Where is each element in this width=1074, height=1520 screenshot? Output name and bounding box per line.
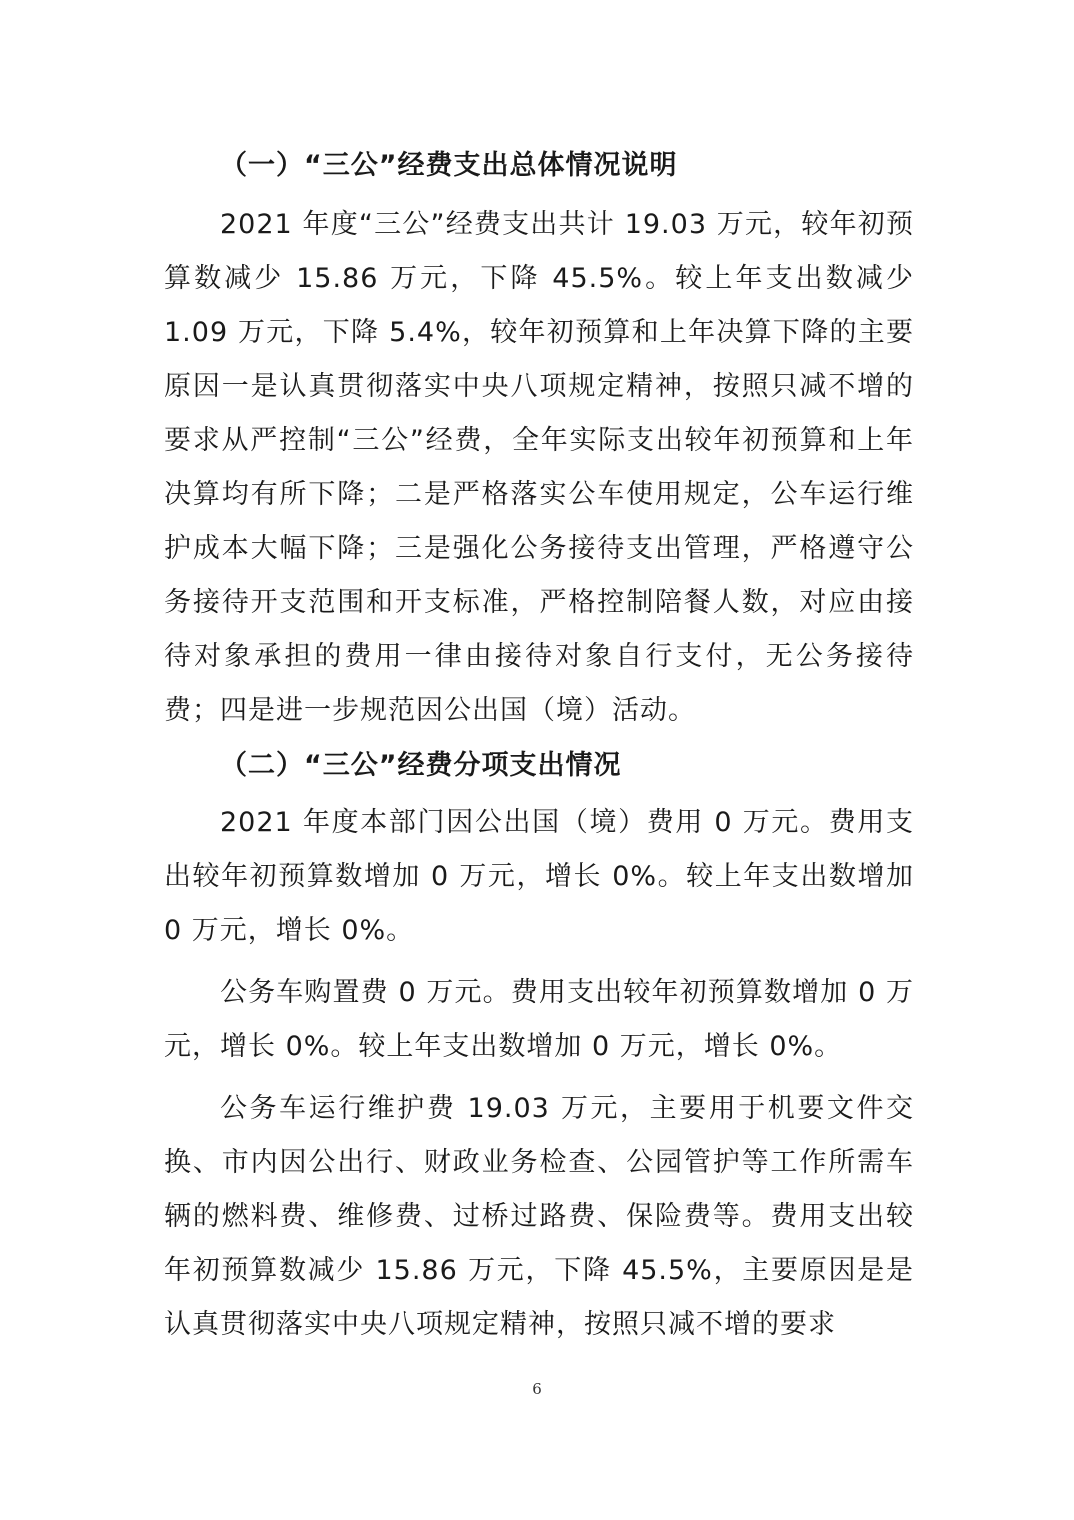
paragraph-vehicle-operation: 公务车运行维护费 19.03 万元，主要用于机要文件交换、市内因公出行、财政业务检查、公园管护等工作所需车辆的燃料费、维修费、过桥过路费、保险费等。费用支出较年初预算数减少 15.86 万元，下降 45.5%，主要原因是是认真贯彻落实中央八项规定精神，按照只减不增的要求: [164, 1093, 914, 1340]
page-number: 6: [532, 1380, 542, 1398]
paragraph-overseas-travel: 2021 年度本部门因公出国（境）费用 0 万元。费用支出较年初预算数增加 0 万元，增长 0%。较上年支出数增加 0 万元，增长 0%。: [164, 807, 914, 946]
paragraph-vehicle-purchase: 公务车购置费 0 万元。费用支出较年初预算数增加 0 万元，增长 0%。较上年支出数增加 0 万元，增长 0%。: [164, 977, 914, 1062]
paragraph-overall: 2021 年度“三公”经费支出共计 19.03 万元，较年初预算数减少 15.86 万元，下降 45.5%。较上年支出数减少 1.09 万元，下降 5.4%，较年初预算和上年决算下降的主要原因一是认真贯彻落实中央八项规定精神，按照只减不增的要求从严控制“三公”经费，全年实际支出较年初预算和上年决算均有所下降；二是严格落实公车使用规定，公车运行维护成本大幅下降；三是强化公务接待支出管理，严格遵守公务接待开支范围和开支标准，严格控制陪餐人数，对应由接待对象承担的费用一律由接待对象自行支付，无公务接待费；四是进一步规范因公出国（境）活动。: [164, 209, 914, 726]
document-body: [164, 140, 914, 1352]
section-heading-itemized: （二）“三公”经费分项支出情况: [220, 750, 622, 781]
section-heading-overall: （一）“三公”经费支出总体情况说明: [220, 150, 678, 181]
